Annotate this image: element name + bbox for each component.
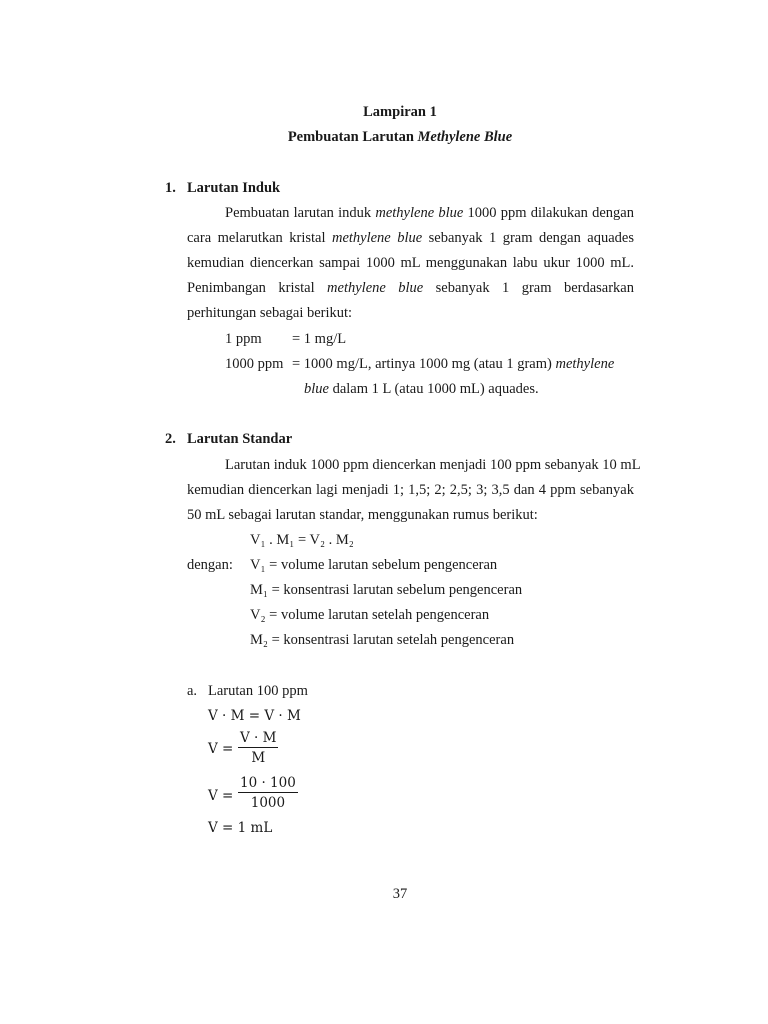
subtitle-plain: Pembuatan Larutan [287,129,414,145]
s1-eq2-continuation [304,381,539,398]
s1-eq2-left: 1000 ppm [225,356,284,372]
appendix-title [0,104,768,121]
calc-step-2-denominator: M [251,750,266,766]
calc-step-2-fraction [238,730,278,766]
section-2-title: Larutan Standar [187,431,293,447]
s1-l5: perhitungan sebagai berikut: [187,305,353,321]
s1-paragraph-line-1 [225,205,634,222]
s1-eq1-right: = 1 mg/L [292,331,347,347]
s1-l4-c: sebanyak 1 gram berdasarkan [435,280,634,296]
s1-eq2-cont-a: blue [304,381,329,397]
s1-eq1-left: 1 ppm [225,331,262,347]
s2-l1: Larutan induk 1000 ppm diencerkan menjadi 100 ppm sebanyak 10 mL [225,457,641,473]
calc-step-4: V = 1 mL [208,820,273,836]
s1-l2-c: sebanyak 1 gram dengan aquades [428,230,634,246]
section-2-heading [165,431,293,448]
s1-eq2-cont-b: dalam 1 L (atau 1000 mL) aquades. [332,381,539,397]
appendix-title-text: Lampiran 1 [363,104,437,120]
dengan-label: dengan: [187,557,233,573]
subtitle-italic: Methylene Blue [417,129,513,145]
calc-step-3-fraction [238,775,298,811]
calc-step-3-denominator: 1000 [250,795,286,811]
calc-step-3-lhs: V = [208,788,234,804]
s2-l3: 50 mL sebagai larutan standar, menggunakan rumus berikut: [187,507,538,523]
calc-step-2-lhs: V = [208,741,234,757]
s1-paragraph-line-4 [187,280,634,297]
s2-paragraph-line-1 [225,457,641,474]
s1-eq2-right [292,356,614,373]
s1-paragraph-line-5 [187,305,634,322]
definition-m2: M₂ = konsentrasi larutan setelah pengenceran [250,632,515,648]
s1-l4-b: methylene blue [327,280,424,296]
s2-paragraph-line-2 [187,482,634,499]
page-number: 37 [392,886,408,902]
s2-l2: kemudian diencerkan lagi menjadi 1; 1,5; 2; 2,5; 3; 3,5 dan 4 ppm sebanyak [187,482,634,498]
section-1-heading [165,180,281,197]
calc-step-3-numerator: 10 · 100 [240,775,296,791]
section-2-number: 2. [165,431,176,447]
sub-a-label: a. [187,683,198,699]
calc-step-2-numerator: V · M [240,730,277,746]
s1-eq2-right-b: methylene [555,356,615,372]
s1-l2-b: methylene blue [331,230,423,246]
definition-m1: M₁ = konsentrasi larutan sebelum pengenceran [250,582,523,598]
definition-v2: V₂ = volume larutan setelah pengenceran [250,607,490,623]
s1-l1-a: Pembuatan larutan induk [225,205,372,221]
s1-paragraph-line-3 [187,255,634,272]
calc-step-1: V · M = V · M [208,708,301,724]
s1-paragraph-line-2 [187,230,634,247]
s1-l3: kemudian diencerkan sampai 1000 mL menggunakan labu ukur 1000 mL. [187,255,634,271]
s1-l1-b: methylene blue [375,205,464,221]
s1-l1-c: 1000 ppm dilakukan dengan [467,205,634,221]
section-1-title: Larutan Induk [187,180,281,196]
section-1-number: 1. [165,180,176,196]
appendix-subtitle [0,129,768,146]
s1-l2-a: cara melarutkan kristal [187,230,326,246]
s1-eq2-right-a: = 1000 mg/L, artinya 1000 mg (atau 1 gram) [292,356,552,372]
definition-v1: V₁ = volume larutan sebelum pengenceran [250,557,498,573]
sub-a-title: Larutan 100 ppm [208,683,308,699]
s1-l4-a: Penimbangan kristal [187,280,315,296]
dilution-formula: V₁ . M₁ = V₂ . M₂ [250,532,354,548]
s2-paragraph-line-3 [187,507,634,524]
